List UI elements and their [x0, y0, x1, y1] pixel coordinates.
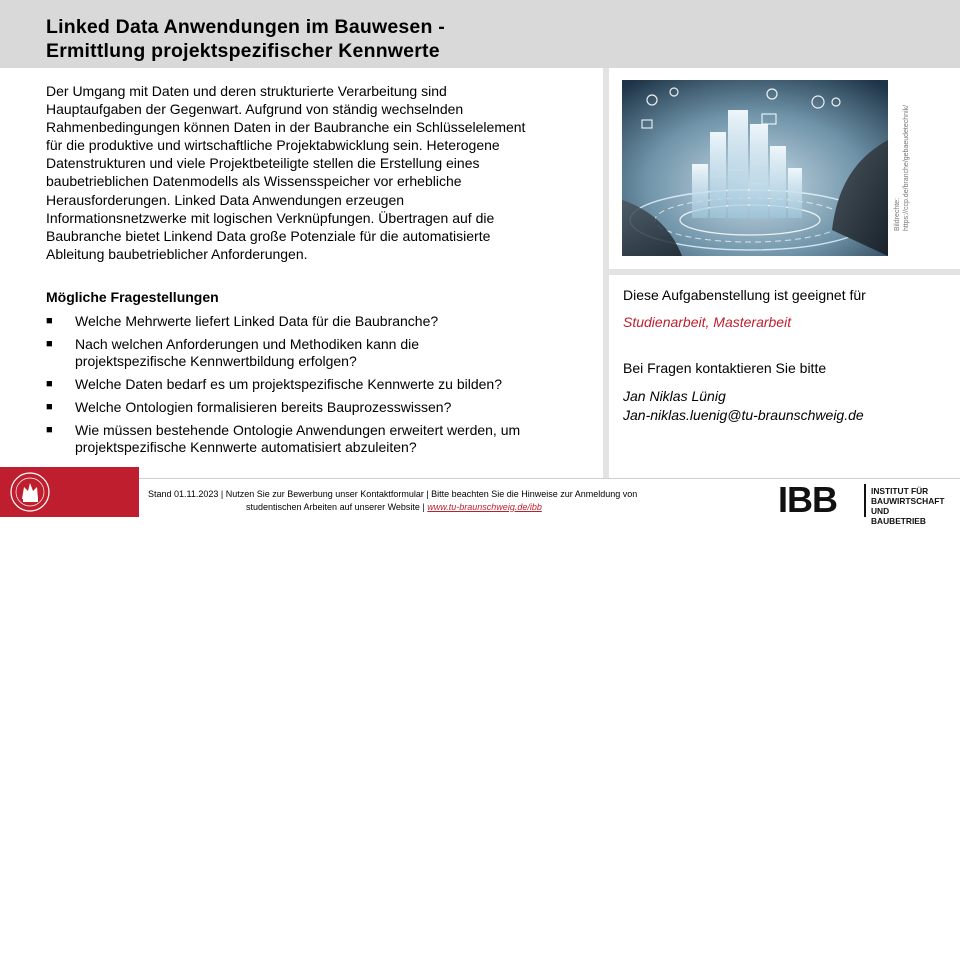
ibb-logo: IBB [778, 479, 837, 520]
intro-line: Rahmenbedingungen können Daten in der Baubranche ein Schlüsselelement [46, 119, 526, 136]
suitable-label: Diese Aufgabenstellung ist geeignet für [623, 287, 866, 303]
ibb-institute-name [871, 486, 960, 526]
intro-line: Herausforderungen. Linked Data Anwendungen erzeugen [46, 191, 405, 208]
question-text: Welche Ontologien formalisieren bereits Bauprozesswissen? [75, 399, 452, 415]
intro-line: baubetrieblichen Datenmodells als Wissensspeicher vor erhebliche [46, 173, 462, 190]
smart-building-illustration [622, 80, 888, 256]
bullet-icon: ■ [46, 338, 53, 350]
question-text: projektspezifische Kennwertbildung erfolgen? [75, 353, 357, 369]
list-item [46, 376, 598, 393]
title-line-1: Linked Data Anwendungen im Bauwesen - [46, 16, 445, 38]
hero-image [622, 80, 888, 256]
tu-line-3: Braunschweig [61, 964, 126, 975]
university-seal-icon [0, 467, 56, 517]
tu-line-2: Universität [61, 953, 111, 964]
bullet-icon: ■ [46, 315, 53, 327]
ibb-logo-bar [864, 484, 866, 517]
intro-paragraph [46, 82, 598, 263]
header-bar [0, 0, 960, 68]
image-credit-text [893, 105, 911, 231]
bullet-icon: ■ [46, 378, 53, 390]
horizontal-divider [609, 269, 960, 275]
contact-label: Bei Fragen kontaktieren Sie bitte [623, 360, 827, 376]
tu-wordmark [61, 942, 126, 975]
contact-email[interactable]: Jan-niklas.luenig@tu-braunschweig.de [623, 407, 864, 423]
questions-heading: Mögliche Fragestellungen [46, 289, 219, 305]
bullet-icon: ■ [46, 401, 53, 413]
intro-line: für die produktive und wirtschaftliche Projektabwicklung sein. Heterogene [46, 137, 500, 154]
list-item [46, 313, 598, 330]
ibb-sub-line-1: INSTITUT FÜR [871, 486, 929, 496]
ibb-sub-line-2: BAUWIRTSCHAFT UND [871, 496, 945, 516]
ibb-website-link[interactable]: www.tu-braunschweig.de/ibb [427, 501, 542, 512]
intro-line: Baubranche bietet Linkend Data große Potenziale für die automatisierte [46, 227, 491, 244]
intro-line: Informationsnetzwerke mit logischen Verknüpfungen. Übertragen auf die [46, 209, 495, 226]
footer-line-2-prefix: studentischen Arbeiten auf unserer Website | [246, 501, 428, 512]
intro-line: Ableitung baubetrieblicher Anforderungen. [46, 245, 308, 262]
credit-label: Bildrechte: [894, 197, 901, 232]
footer-line-2 [148, 501, 748, 514]
contact-name: Jan Niklas Lünig [623, 388, 726, 404]
intro-line: Der Umgang mit Daten und deren strukturierte Verarbeitung sind [46, 83, 447, 99]
question-text: Welche Daten bedarf es um projektspezifische Kennwerte zu bilden? [75, 376, 502, 392]
intro-line: Datenstrukturen und viele Projektbeteiligte stellen die Erstellung eines [46, 155, 480, 172]
list-item [46, 422, 598, 456]
question-text: Wie müssen bestehende Ontologie Anwendungen erweitert werden, um [75, 422, 521, 438]
question-text: Welche Mehrwerte liefert Linked Data für die Baubranche? [75, 313, 439, 329]
question-text: Nach welchen Anforderungen und Methodiken kann die [75, 336, 420, 352]
footer-line-1: Stand 01.11.2023 | Nutzen Sie zur Bewerbung unser Kontaktformular | Bitte beachten Sie die Hinweise zur Anmeldung von [148, 489, 638, 499]
tu-braunschweig-logo [0, 467, 139, 975]
list-item [46, 399, 598, 416]
image-credit [889, 80, 915, 256]
questions-list [46, 313, 598, 462]
page-title [46, 15, 445, 63]
bullet-icon: ■ [46, 424, 53, 436]
title-line-2: Ermittlung projektspezifischer Kennwerte [46, 40, 440, 62]
credit-url: https://ccp.de/branche/gebaeudetechnik/ [903, 104, 910, 232]
suitable-value: Studienarbeit, Masterarbeit [623, 314, 792, 330]
question-text: projektspezifische Kennwerte automatisiert abzuleiten? [75, 439, 417, 455]
tu-line-1: Technische [61, 942, 113, 953]
ibb-sub-line-3: BAUBETRIEB [871, 516, 926, 526]
intro-line: Hauptaufgaben der Gegenwart. Aufgrund von ständig wechselnden [46, 101, 464, 118]
list-item [46, 336, 598, 370]
footer-text [148, 488, 748, 513]
